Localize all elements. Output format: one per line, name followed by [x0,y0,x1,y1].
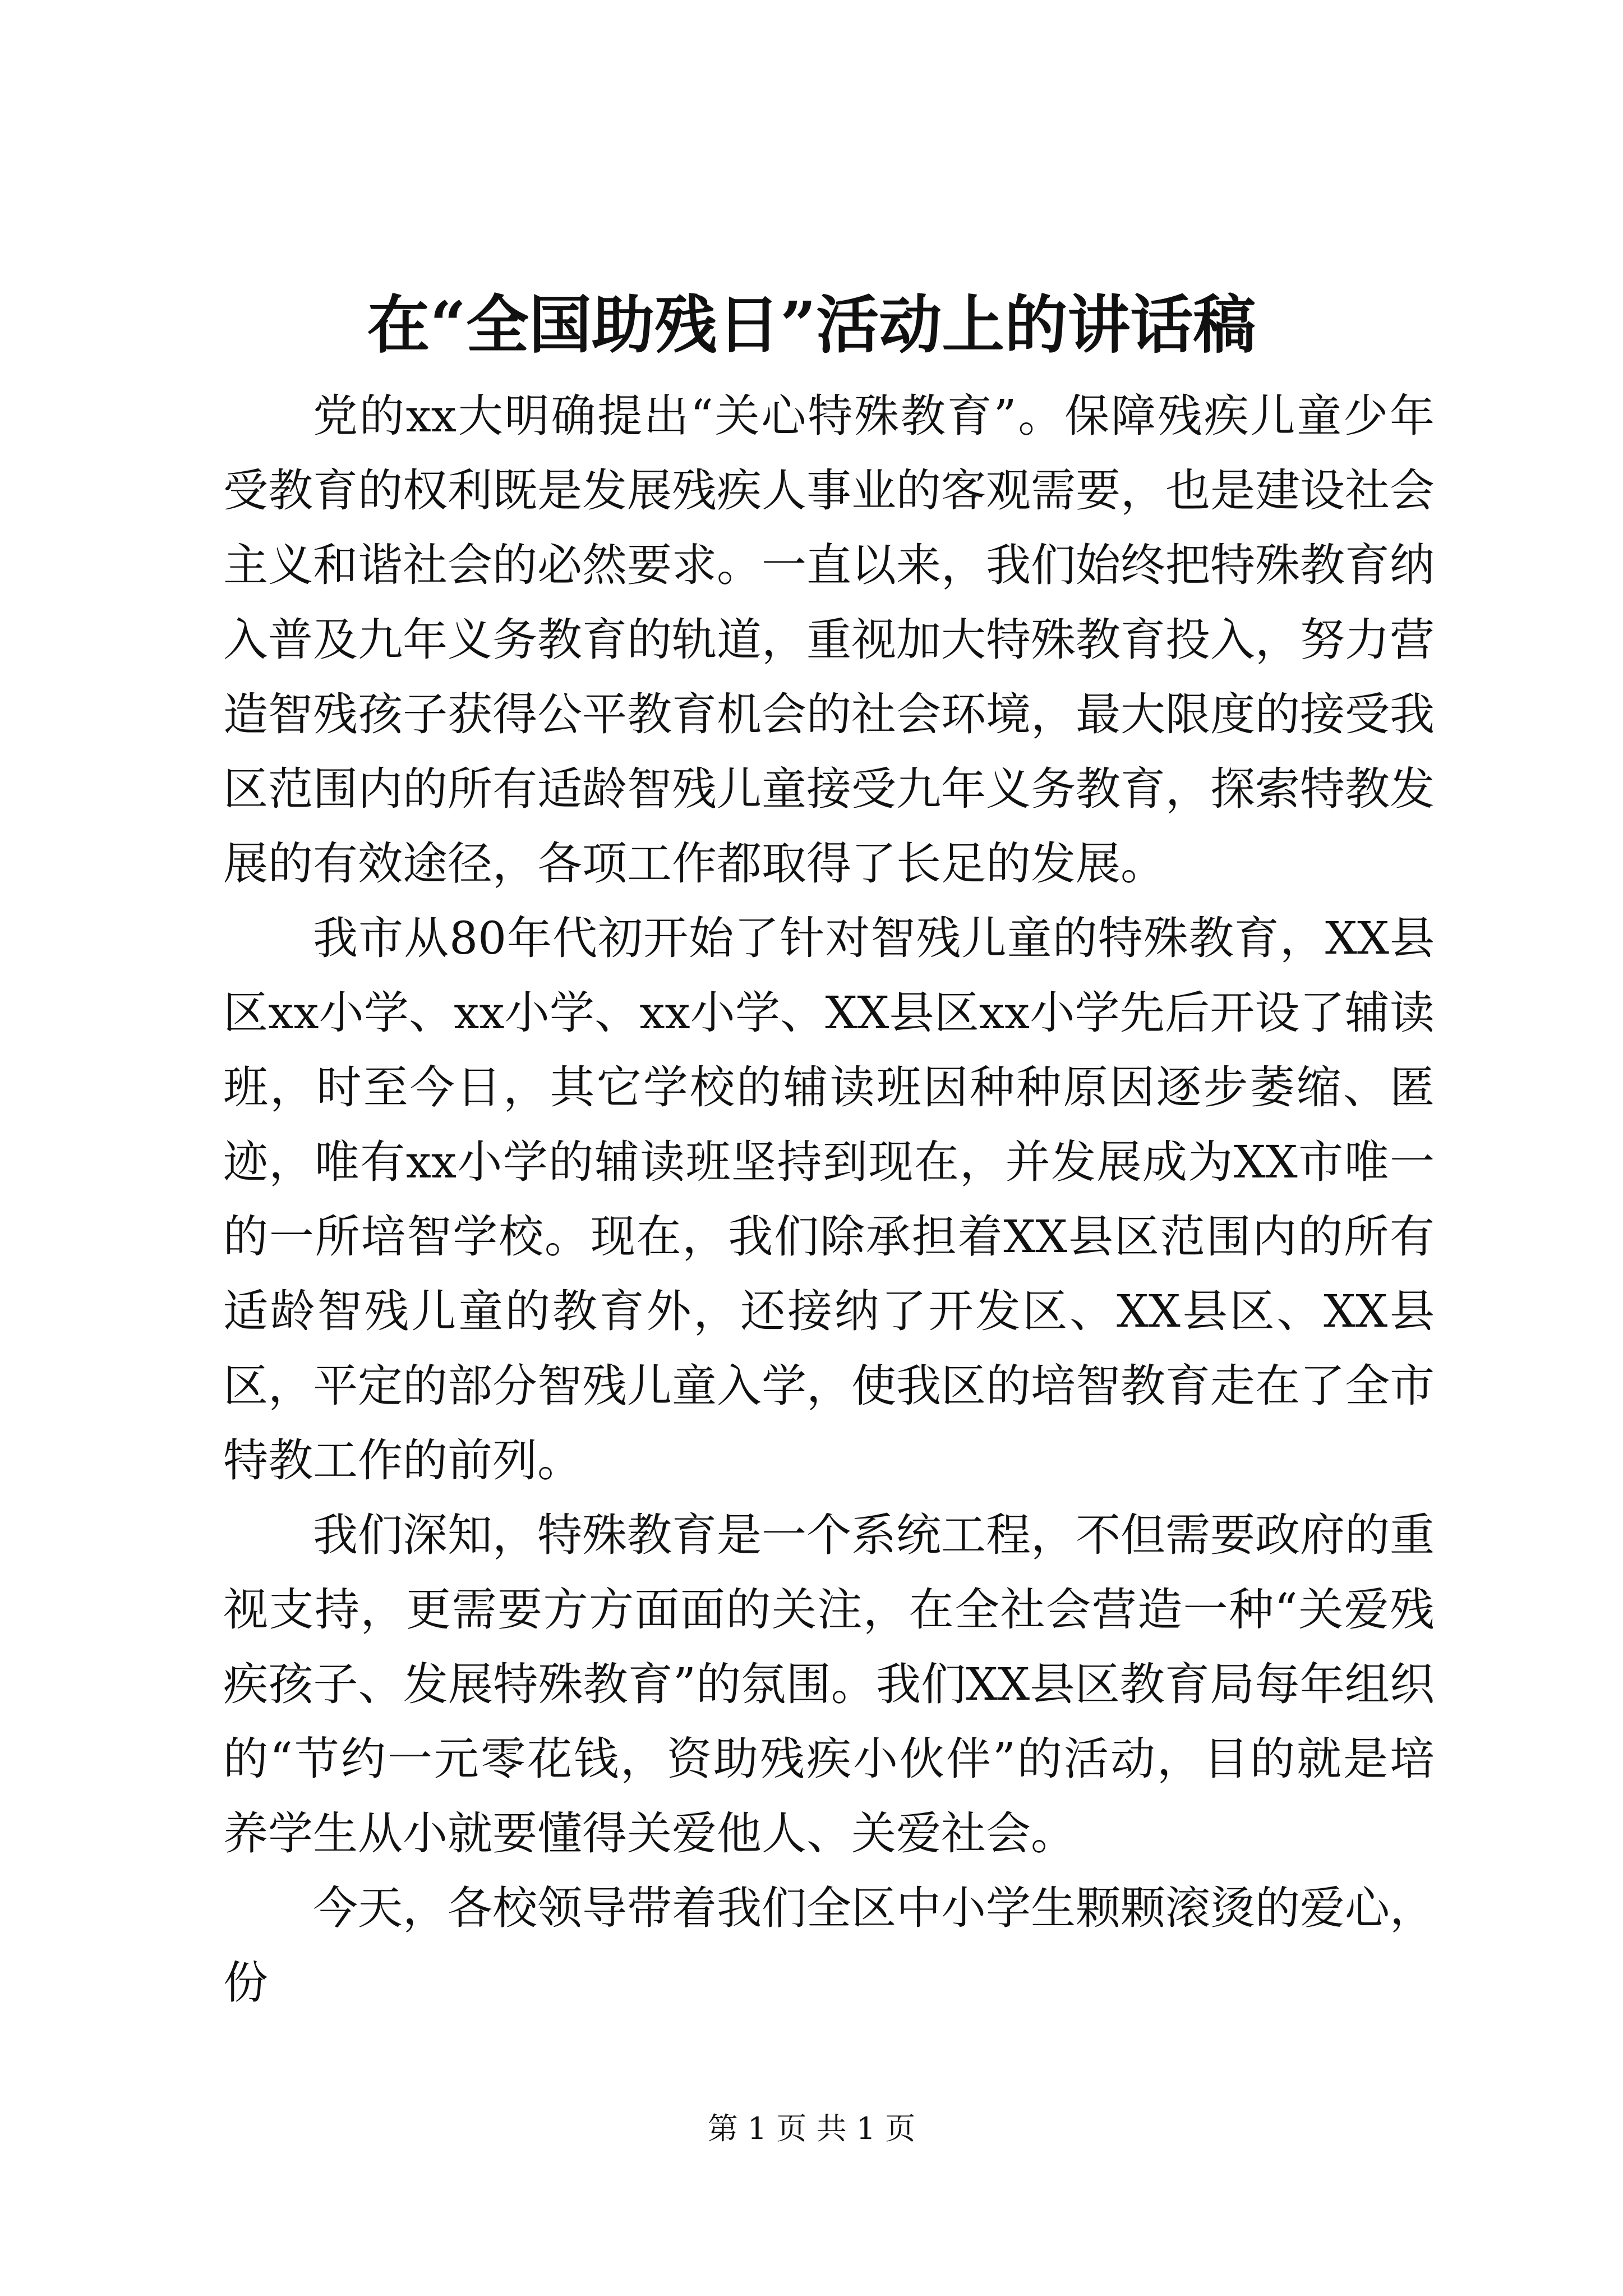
page-number-footer: 第 1 页 共 1 页 [707,2111,916,2146]
paragraph: 我市从80年代初开始了针对智残儿童的特殊教育，XX县区xx小学、xx小学、xx小学、XX县区xx小学先后开设了辅读班，时至今日，其它学校的辅读班因种种原因逐步萎缩、匿迹，唯有xx小学的辅读班坚持到现在，并发展成为XX市唯一的一所培智学校。现在，我们除承担着XX县区范围内的所有适龄智残儿童的教育外，还接纳了开发区、XX县区、XX县区，平定的部分智残儿童入学，使我区的培智教育走在了全市特教工作的前列。 [223,912,1435,1487]
paragraph: 今天，各校领导带着我们全区中小学生颗颗滚烫的爱心，份 [223,1882,1435,2009]
paragraph: 我们深知，特殊教育是一个系统工程，不但需要政府的重视支持，更需要方方面面的关注，在全社会营造一种“关爱残疾孩子、发展特殊教育”的氛围。我们XX县区教育局每年组织的“节约一元零花钱，资助残疾小伙伴”的活动，目的就是培养学生从小就要懂得关爱他人、关爱社会。 [223,1509,1435,1860]
document-title: 在“全国助残日”活动上的讲话稿 [367,288,1256,362]
document-body [223,379,1435,2020]
paragraph: 党的xx大明确提出“关心特殊教育”。保障残疾儿童少年受教育的权利既是发展残疾人事业的客观需要，也是建设社会主义和谐社会的必然要求。一直以来，我们始终把特殊教育纳入普及九年义务教育的轨道，重视加大特殊教育投入，努力营造智残孩子获得公平教育机会的社会环境，最大限度的接受我区范围内的所有适龄智残儿童接受九年义务教育，探索特教发展的有效途径，各项工作都取得了长足的发展。 [223,390,1435,890]
